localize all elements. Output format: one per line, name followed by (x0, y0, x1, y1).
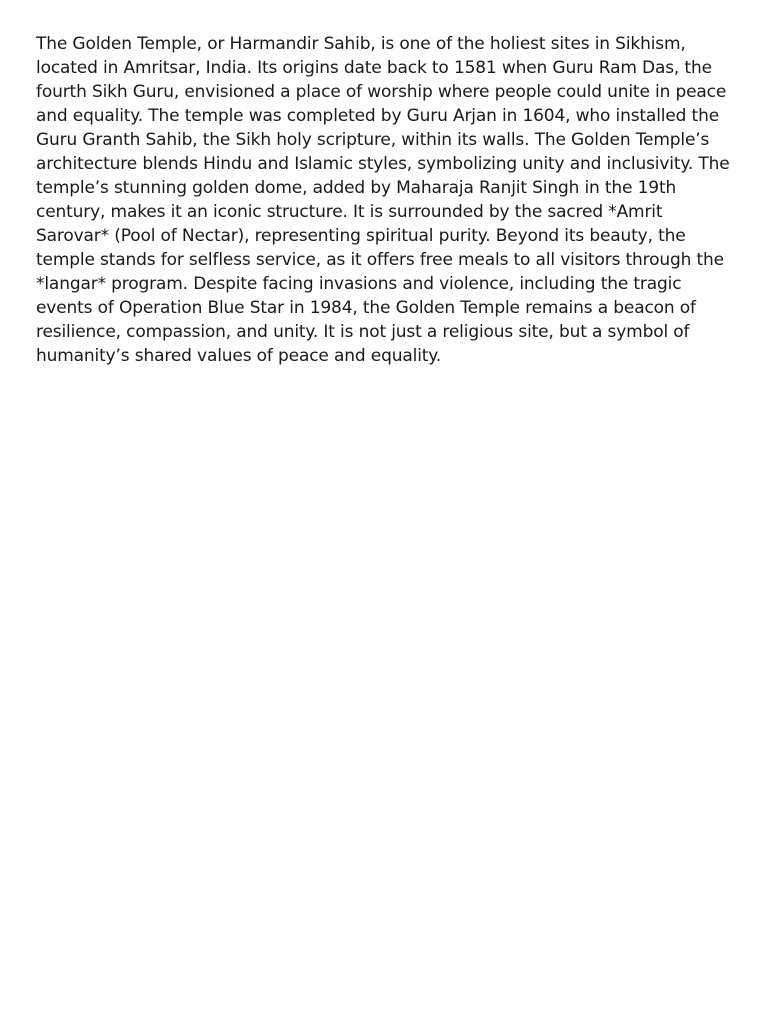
document-content (36, 32, 730, 368)
body-paragraph: The Golden Temple, or Harmandir Sahib, is one of the holiest sites in Sikhism, located in Amritsar, India. Its origins date back to 1581 when Guru Ram Das, the fourth Sikh Guru, envisioned a place of worship where people could unite in peace and equality. The temple was completed by Guru Arjan in 1604, who installed the Guru Granth Sahib, the Sikh holy scripture, within its walls. The Golden Temple’s architecture blends Hindu and Islamic styles, symbolizing unity and inclusivity. The temple’s stunning golden dome, added by Maharaja Ranjit Singh in the 19th century, makes it an iconic structure. It is surrounded by the sacred *Amrit Sarovar* (Pool of Nectar), representing spiritual purity. Beyond its beauty, the temple stands for selfless service, as it offers free meals to all visitors through the *langar* program. Despite facing invasions and violence, including the tragic events of Operation Blue Star in 1984, the Golden Temple remains a beacon of resilience, compassion, and unity. It is not just a religious site, but a symbol of humanity’s shared values of peace and equality. (36, 34, 730, 366)
